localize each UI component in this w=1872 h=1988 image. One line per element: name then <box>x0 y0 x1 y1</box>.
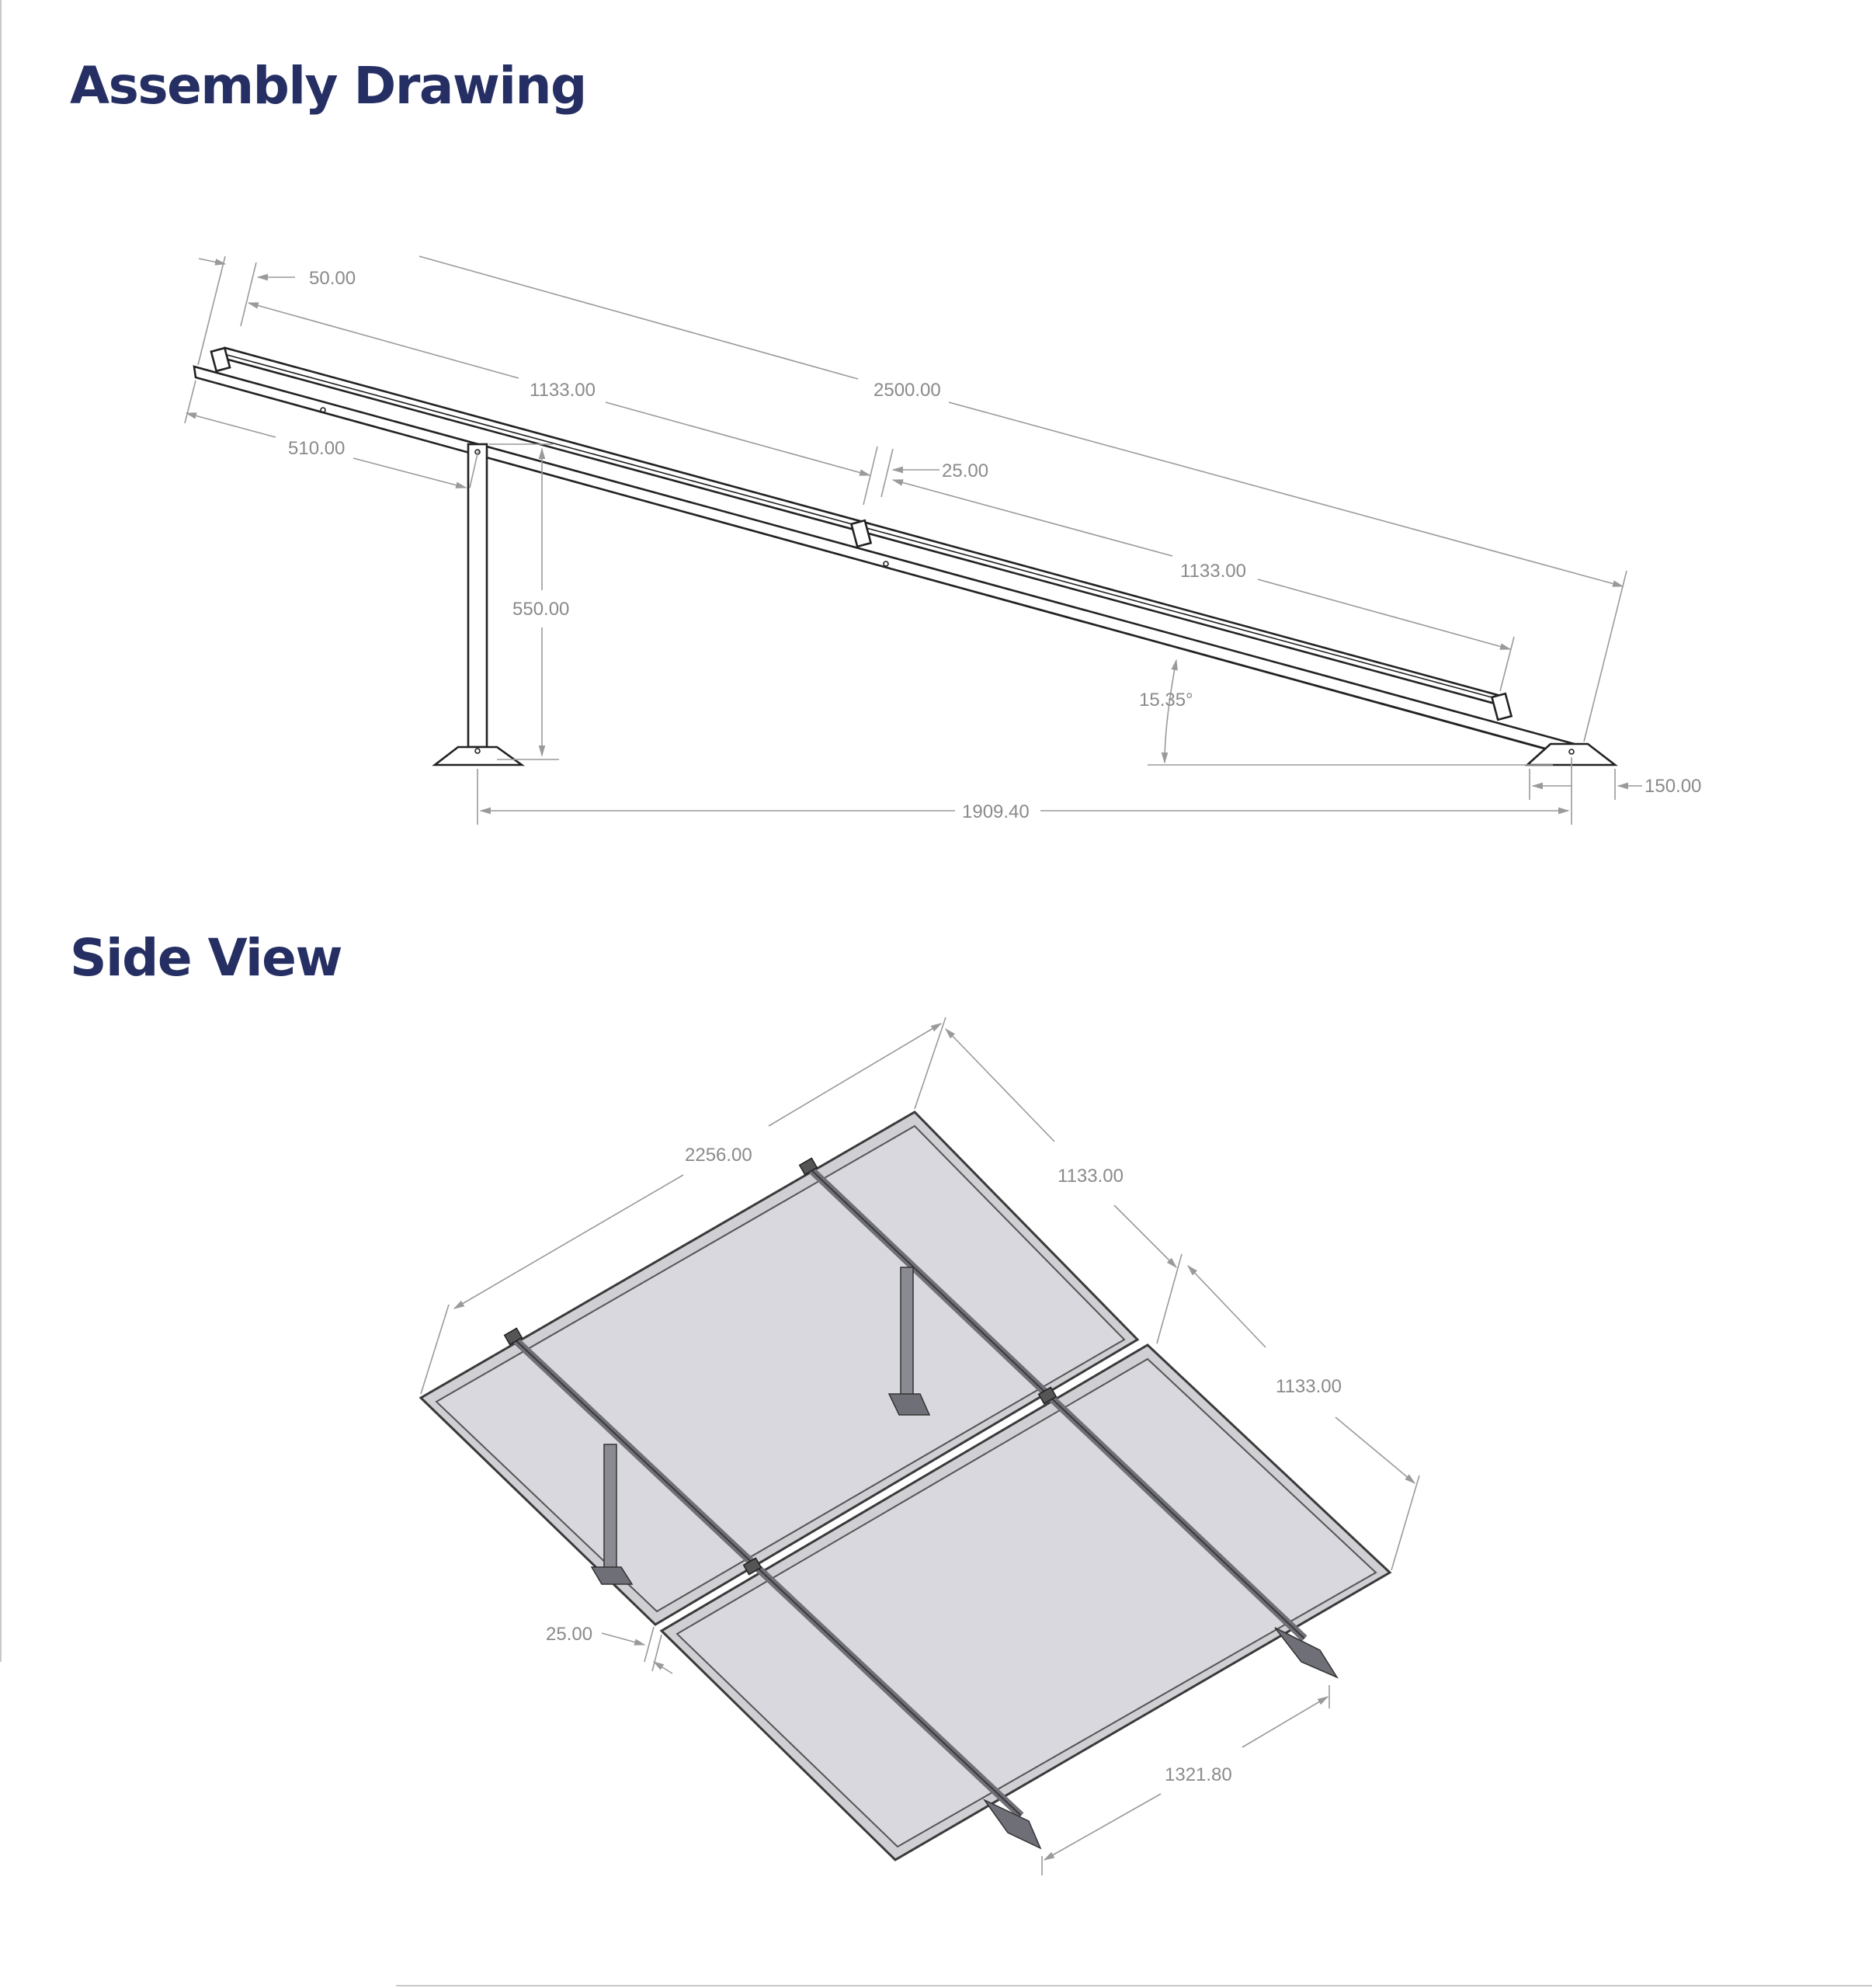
label-rail-span: 1321.80 <box>1165 1764 1232 1785</box>
label-clamp-offset: 50.00 <box>309 268 356 289</box>
label-leg-height: 550.00 <box>512 599 570 620</box>
label-side-panel-top: 1133.00 <box>1058 1166 1124 1187</box>
label-panel-length-2: 1133.00 <box>1180 561 1246 582</box>
label-panel-length-1: 1133.00 <box>530 380 596 401</box>
label-tilt-angle: 15.35° <box>1139 690 1193 711</box>
label-support-span: 1909.40 <box>962 801 1030 822</box>
side-view-drawing <box>0 994 1872 1988</box>
label-side-panel-bottom: 1133.00 <box>1276 1376 1342 1397</box>
dimension-panel-gap <box>881 449 988 497</box>
label-overall-length: 2500.00 <box>873 380 941 401</box>
dimension-overall-length <box>419 256 1627 742</box>
dimension-leg-height <box>489 444 569 759</box>
label-side-width: 2256.00 <box>685 1145 752 1166</box>
assembly-drawing <box>0 0 1872 916</box>
dimension-side-gap <box>546 1624 672 1673</box>
main-rail <box>194 348 1584 759</box>
dimension-tilt-angle <box>1139 660 1553 765</box>
label-panel-gap: 25.00 <box>942 461 989 481</box>
label-front-offset: 510.00 <box>288 438 346 459</box>
dimension-base-width <box>1530 769 1701 800</box>
label-side-gap: 25.00 <box>546 1624 593 1645</box>
front-leg <box>435 444 522 765</box>
assembly-drawing-title: Assembly Drawing <box>70 56 586 116</box>
side-view-title: Side View <box>70 928 342 988</box>
clamp-bottom <box>1492 693 1511 720</box>
label-base-width: 150.00 <box>1645 776 1702 797</box>
dimension-support-span <box>478 757 1572 825</box>
